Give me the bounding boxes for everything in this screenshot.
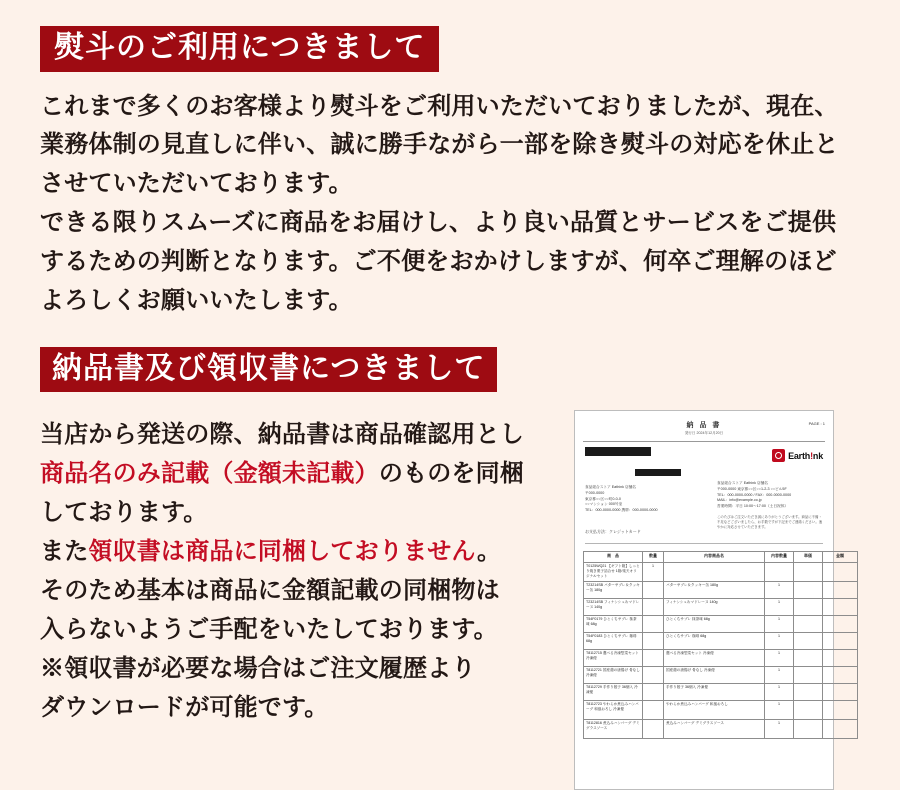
invoice-preview-wrap xyxy=(560,406,860,790)
invoice-cell-amount xyxy=(823,701,858,720)
invoice-cell-code: T54F0179 ひとくちサブレ 抹茶味 68g xyxy=(584,616,643,633)
invoice-line-1-text: 当店から発送の際、納品書は商品確認用とし xyxy=(40,421,524,449)
invoice-cell-amount xyxy=(823,616,858,633)
section-invoice-content xyxy=(40,406,860,790)
invoice-cell-qty: 1 xyxy=(643,563,664,582)
invoice-cell-amount xyxy=(823,599,858,616)
table-row xyxy=(584,616,858,633)
invoice-buyer-line-4: TEL：000-0000-0000 携帯：000-0000-0000 xyxy=(585,507,658,512)
section-noshi xyxy=(40,26,860,321)
invoice-seller-line-1: 〒000-0000 東京都○○区○○1-2-3 ○○ビル5F xyxy=(717,486,787,491)
invoice-line-4-emphasis: 領収書は商品に同梱しておりません xyxy=(88,538,478,566)
noshi-line-4: できる限りスムーズに商品をお届けし、より良い品質とサービスをご提供 xyxy=(40,209,837,237)
invoice-cell-inner: 1 xyxy=(765,650,794,667)
invoice-col-innerqty: 内容数量 xyxy=(765,552,794,563)
invoice-redaction-bar-2 xyxy=(635,469,681,476)
invoice-payment-method: お支払方法：クレジットカード xyxy=(585,529,641,535)
invoice-cell-qty xyxy=(643,599,664,616)
invoice-cell-qty xyxy=(643,616,664,633)
invoice-cell-name: ひとくちサブレ 抹茶味 68g xyxy=(664,616,765,633)
invoice-cell-unit xyxy=(794,616,823,633)
table-row xyxy=(584,684,858,701)
invoice-cell-qty xyxy=(643,701,664,720)
invoice-cell-name: 手作り餃子 36個入 冷凍便 xyxy=(664,684,765,701)
invoice-seller-heading: 食品総合ストア Eathink 店舗名 xyxy=(717,481,769,486)
brand-name: Earth!nk xyxy=(788,450,823,461)
invoice-col-qty: 数量 xyxy=(643,552,664,563)
invoice-cell-inner: 1 xyxy=(765,582,794,599)
invoice-cell-inner: 1 xyxy=(765,599,794,616)
invoice-cell-inner: 1 xyxy=(765,616,794,633)
invoice-cell-amount xyxy=(823,720,858,739)
section-invoice-text xyxy=(40,406,560,727)
invoice-cell-unit xyxy=(794,667,823,684)
table-row xyxy=(584,667,858,684)
invoice-page-label: PAGE : 1 xyxy=(808,421,825,427)
invoice-col-unitprice: 単価 xyxy=(794,552,823,563)
invoice-cell-unit xyxy=(794,582,823,599)
section-noshi-body xyxy=(40,88,860,321)
invoice-line-7: ※領収書が必要な場合はご注文履歴より xyxy=(40,654,476,682)
invoice-cell-code: T8112721 国産鶏の唐揚げ 骨なし 冷凍便 xyxy=(584,667,643,684)
invoice-col-amount: 金額 xyxy=(823,552,858,563)
invoice-cell-code: T23214SB バターサブレ＆クッキー缶 180g xyxy=(584,582,643,599)
invoice-cell-name: 国産鶏の唐揚げ 骨なし 冷凍便 xyxy=(664,667,765,684)
invoice-cell-inner: 1 xyxy=(765,633,794,650)
table-row xyxy=(584,650,858,667)
invoice-line-6: 入らないようご手配をいたしております。 xyxy=(40,615,498,643)
invoice-seller-line-3: MAIL：info@example.co.jp xyxy=(717,498,762,503)
noshi-line-1: これまで多くのお客様より熨斗をご利用いただいておりましたが、現在、 xyxy=(40,92,839,120)
invoice-cell-unit xyxy=(794,720,823,739)
noshi-line-2: 業務体制の見直しに伴い、誠に勝手ながら一部を除き熨斗の対応を休止と xyxy=(40,131,839,159)
invoice-seller-line-4: 営業時間：平日 10:00～17:00（土日祝休） xyxy=(717,503,789,508)
invoice-buyer-line-3: ○○マンション 000号室 xyxy=(585,502,623,507)
invoice-col-itemname: 内容商品名 xyxy=(664,552,765,563)
invoice-cell-code: T8112723 やわらか煮込みハンバーグ 和風おろし 冷凍便 xyxy=(584,701,643,720)
invoice-line-8: ダウンロードが可能です。 xyxy=(40,693,329,721)
invoice-cell-qty xyxy=(643,633,664,650)
invoice-cell-qty xyxy=(643,667,664,684)
table-row xyxy=(584,563,858,582)
invoice-cell-inner: 1 xyxy=(765,667,794,684)
invoice-line-2-emphasis: 商品名のみ記載（金額未記載） xyxy=(40,460,379,488)
invoice-cell-name: 煮込みハンバーグ デミグラスソース xyxy=(664,720,765,739)
invoice-cell-amount xyxy=(823,582,858,599)
invoice-cell-code: T8112715 選べる冷凍惣菜セット 冷凍便 xyxy=(584,650,643,667)
invoice-cell-unit xyxy=(794,563,823,582)
invoice-buyer-line-2: 東京都○○区○○町0-0-0 xyxy=(585,496,621,501)
invoice-line-5: そのため基本は商品に金額記載の同梱物は xyxy=(40,576,500,604)
invoice-divider-mid xyxy=(585,543,823,544)
invoice-line-4-tail: 。 xyxy=(477,538,502,566)
invoice-cell-unit xyxy=(794,701,823,720)
invoice-subtitle: 発行日 2024年12月20日 xyxy=(684,431,724,436)
invoice-cell-unit xyxy=(794,599,823,616)
invoice-redaction-bar-1 xyxy=(585,447,651,456)
invoice-cell-qty xyxy=(643,650,664,667)
invoice-items-table xyxy=(583,551,858,739)
invoice-cell-inner: 1 xyxy=(765,684,794,701)
invoice-cell-inner: 1 xyxy=(765,701,794,720)
section-noshi-heading: 熨斗のご利用につきまして xyxy=(40,26,439,72)
invoice-cell-name: フィナンシェ＆マドレーヌ 140g xyxy=(664,599,765,616)
invoice-cell-qty xyxy=(643,582,664,599)
invoice-line-2 xyxy=(40,455,560,494)
invoice-brand-logo xyxy=(772,449,823,462)
invoice-table-header-row xyxy=(584,552,858,563)
invoice-buyer-line-1: 〒000-0000 xyxy=(585,490,605,495)
invoice-cell-amount xyxy=(823,563,858,582)
invoice-cell-name: バターサブレ＆クッキー缶 180g xyxy=(664,582,765,599)
invoice-cell-qty xyxy=(643,720,664,739)
table-row xyxy=(584,701,858,720)
invoice-col-product: 商 品 xyxy=(584,552,643,563)
invoice-cell-code: T54F0183 ひとくちサブレ 珈琲 68g xyxy=(584,633,643,650)
noshi-line-6: よろしくお願いいたします。 xyxy=(40,286,353,314)
invoice-title: 納 品 書 xyxy=(686,422,722,430)
table-row xyxy=(584,720,858,739)
invoice-cell-name xyxy=(664,563,765,582)
invoice-cell-amount xyxy=(823,650,858,667)
invoice-line-4 xyxy=(40,533,560,572)
invoice-line-3: しております。 xyxy=(40,499,208,527)
invoice-cell-amount xyxy=(823,684,858,701)
invoice-cell-amount xyxy=(823,667,858,684)
invoice-cell-code: T8112729 手作り餃子 36個入 冷凍便 xyxy=(584,684,643,701)
invoice-line-4-head: また xyxy=(40,538,89,566)
invoice-document-image xyxy=(574,410,844,790)
invoice-line-2-tail: のものを同梱 xyxy=(378,460,525,488)
invoice-cell-inner xyxy=(765,563,794,582)
invoice-cell-name: やわらか煮込みハンバーグ 和風おろし xyxy=(664,701,765,720)
invoice-cell-code: T8112816 煮込みハンバーグ デミグラスソース xyxy=(584,720,643,739)
invoice-line-1 xyxy=(40,416,560,455)
invoice-page-number xyxy=(809,421,825,427)
noshi-line-3: させていただいております。 xyxy=(40,170,353,198)
invoice-seller-line-2: TEL：000-0000-0000 / FAX：000-0000-0000 xyxy=(717,492,792,497)
table-row xyxy=(584,582,858,599)
invoice-cell-unit xyxy=(794,633,823,650)
invoice-cell-amount xyxy=(823,633,858,650)
invoice-buyer-heading: 食品総合ストア Eathink 店舗名 xyxy=(585,485,637,490)
invoice-divider-top xyxy=(583,441,825,442)
noshi-line-5: するための判断となります。ご不便をおかけしますが、何卒ご理解のほど xyxy=(40,248,837,276)
invoice-cell-unit xyxy=(794,684,823,701)
invoice-cell-code: T23214SB フィナンシェ＆マドレーヌ 140g xyxy=(584,599,643,616)
invoice-seller-block xyxy=(717,481,825,509)
invoice-cell-code: T0125WQ21 【ギフト箱】しっとり焼き菓子詰合せ 1箱/楽天オリジナルセット xyxy=(584,563,643,582)
invoice-cell-qty xyxy=(643,684,664,701)
invoice-cell-inner: 1 xyxy=(765,720,794,739)
invoice-cell-unit xyxy=(794,650,823,667)
invoice-buyer-block xyxy=(585,485,695,513)
section-invoice-heading: 納品書及び領収書につきまして xyxy=(40,347,497,393)
invoice-cell-name: 選べる冷凍惣菜セット 冷凍便 xyxy=(664,650,765,667)
section-invoice-receipt xyxy=(40,347,860,790)
brand-mark-icon xyxy=(772,449,785,462)
table-row xyxy=(584,599,858,616)
table-row xyxy=(584,633,858,650)
invoice-note: このたびはご注文いただき誠にありがとうございます。商品に不備・不足などございましたら、お手数ですが下記までご連絡ください。速やかに対応させていただきます。 xyxy=(717,515,823,530)
invoice-cell-name: ひとくちサブレ 珈琲 68g xyxy=(664,633,765,650)
